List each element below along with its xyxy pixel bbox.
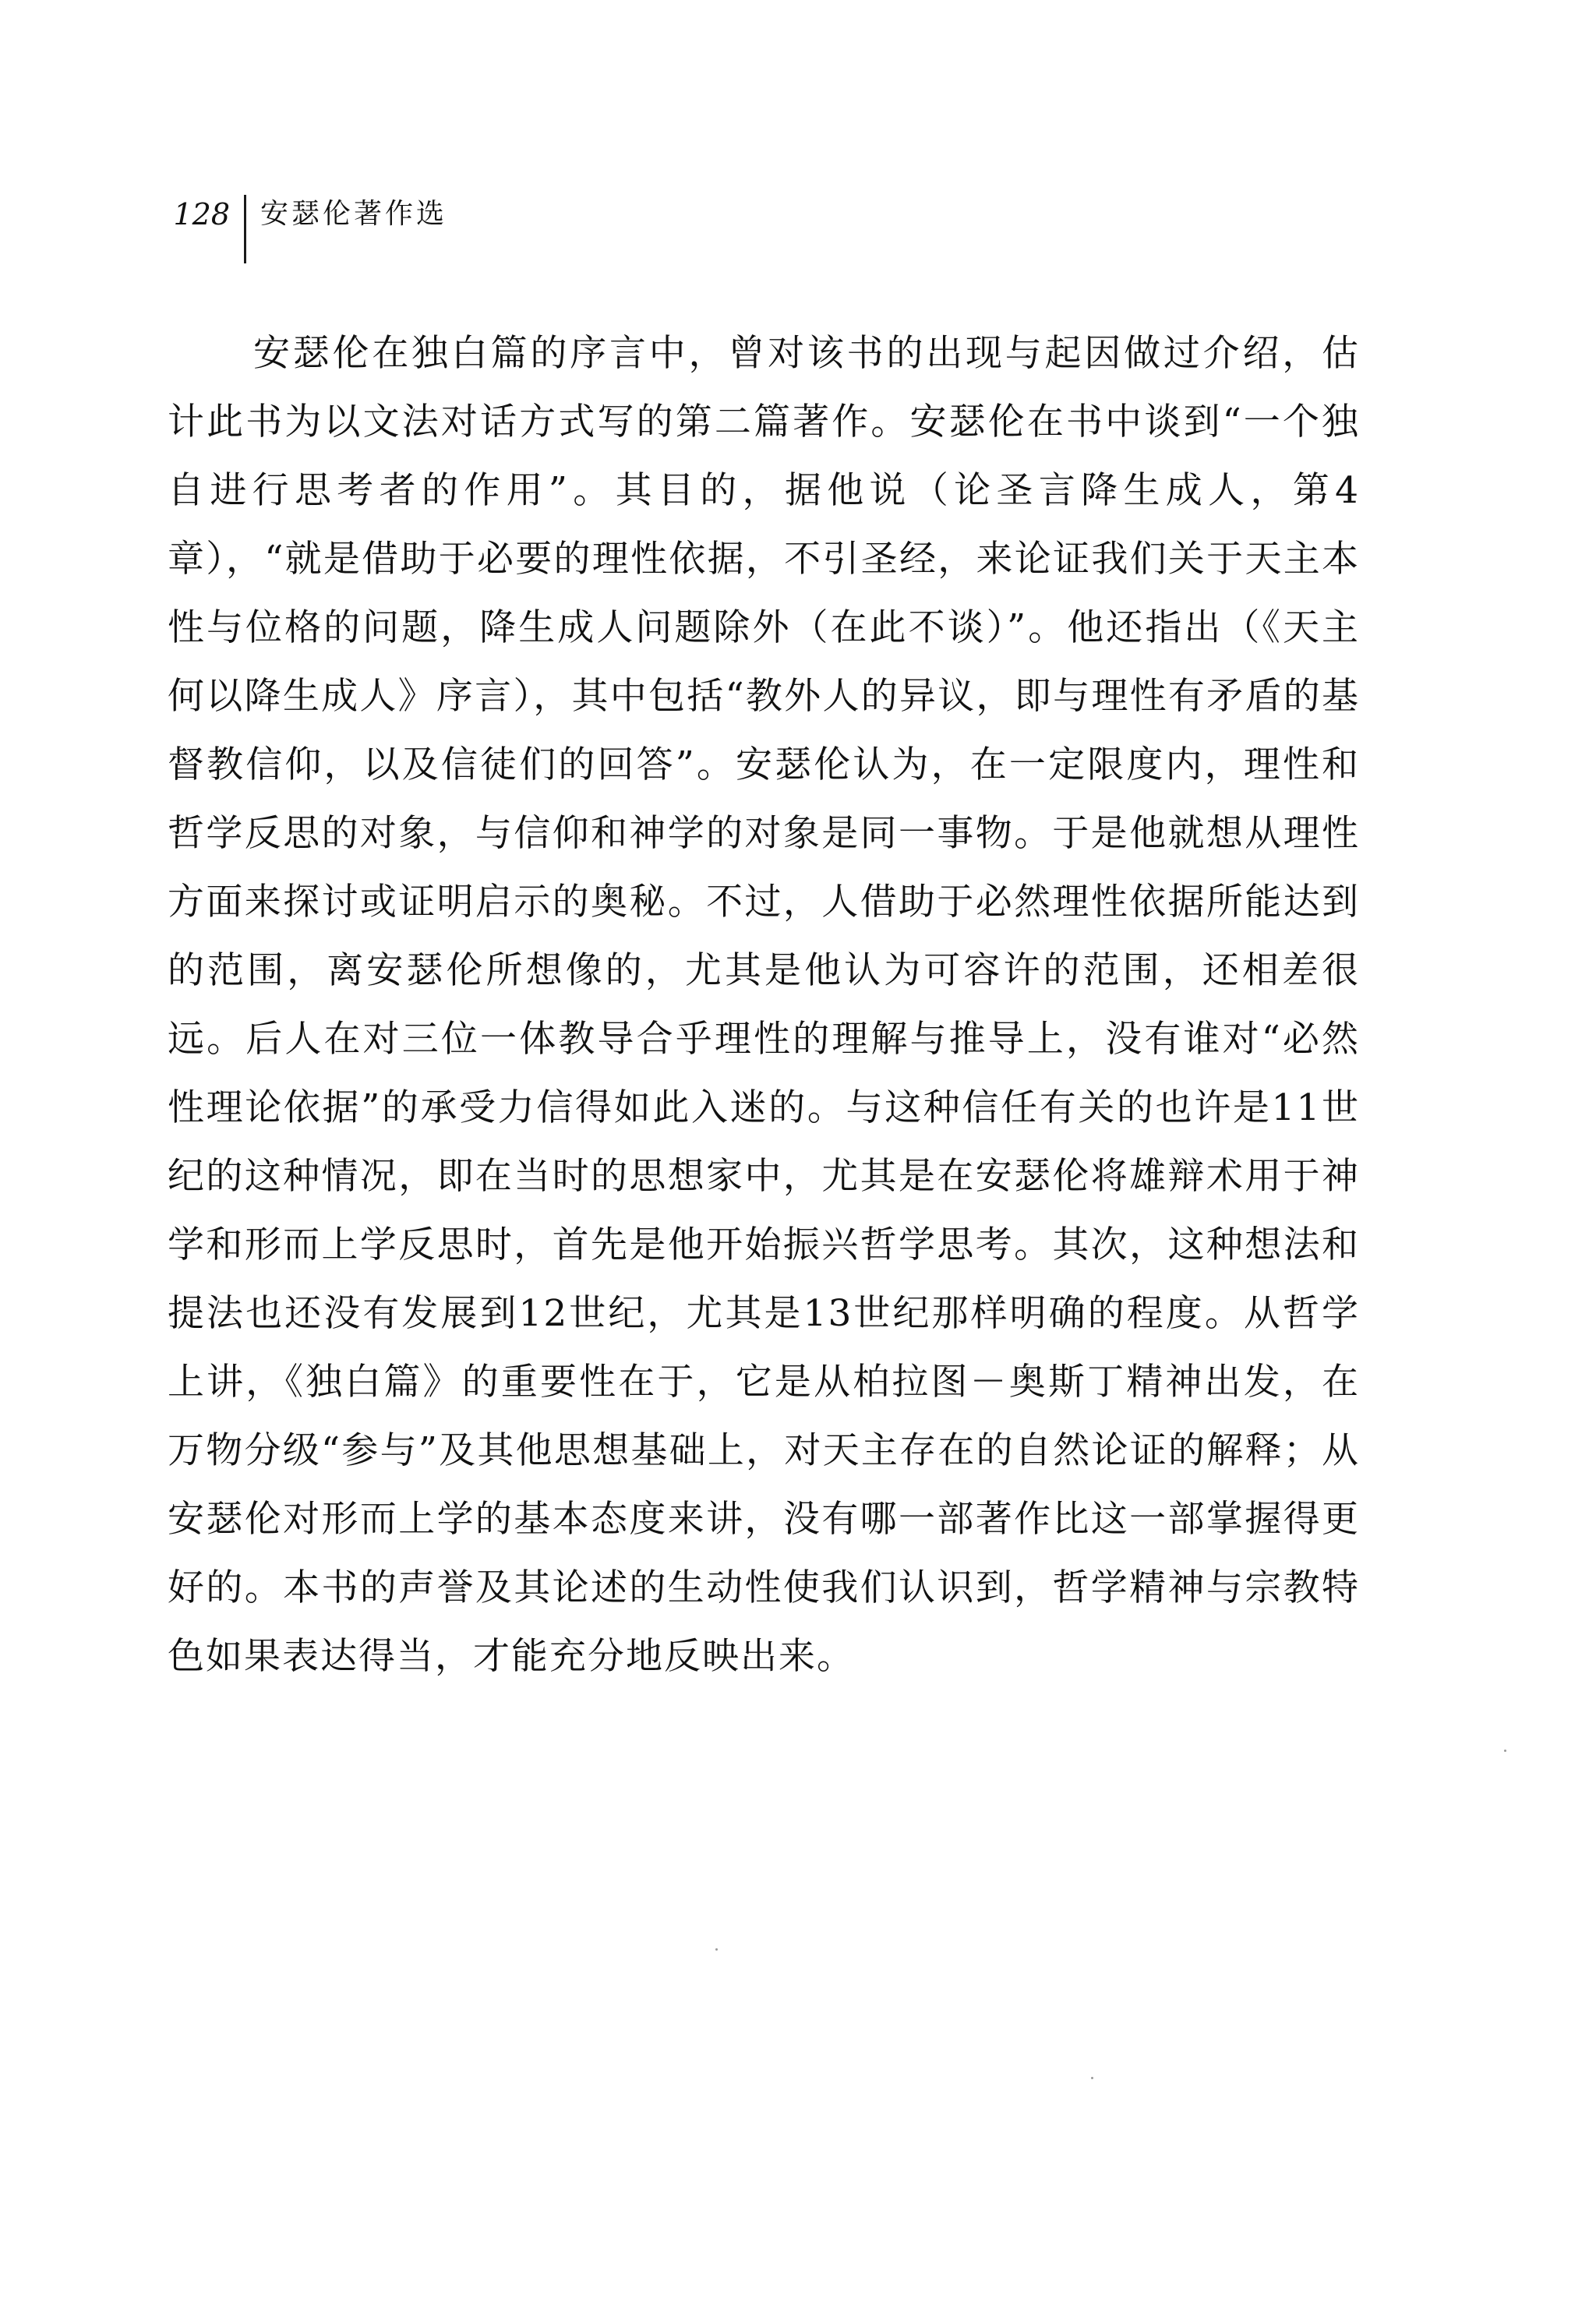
running-header [168,195,447,265]
body-paragraph: 安瑟伦在独白篇的序言中，曾对该书的出现与起因做过介绍，估计此书为以文法对话方式写的第二篇著作。安瑟伦在书中谈到“一个独自进行思考者的作用”。其目的，据他说（论圣言降生成人，第4章），“就是借助于必要的理性依据，不引圣经，来论证我们关于天主本性与位格的问题，降生成人问题除外（在此不谈）”。他还指出（《天主何以降生成人》序言），其中包括“教外人的异议，即与理性有矛盾的基督教信仰，以及信徒们的回答”。安瑟伦认为，在一定限度内，理性和哲学反思的对象，与信仰和神学的对象是同一事物。于是他就想从理性方面来探讨或证明启示的奥秘。不过，人借助于必然理性依据所能达到的范围，离安瑟伦所想像的，尤其是他认为可容许的范围，还相差很远。后人在对三位一体教导合乎理性的理解与推导上，没有谁对“必然性理论依据”的承受力信得如此入迷的。与这种信任有关的也许是11世纪的这种情况，即在当时的思想家中，尤其是在安瑟伦将雄辩术用于神学和形而上学反思时，首先是他开始振兴哲学思考。其次，这种想法和提法也还没有发展到12世纪，尤其是13世纪那样明确的程度。从哲学上讲，《独白篇》的重要性在于，它是从柏拉图－奥斯丁精神出发，在万物分级“参与”及其他思想基础上，对天主存在的自然论证的解释；从安瑟伦对形而上学的基本态度来讲，没有哪一部著作比这一部掌握得更好的。本书的声誉及其论述的生动性使我们认识到，哲学精神与宗教特色如果表达得当，才能充分地反映出来。 [168,332,1360,1678]
scan-speck [715,1948,718,1951]
scan-speck [1504,1750,1506,1752]
running-title: 安瑟伦著作选 [260,198,448,230]
page-number: 128 [173,197,230,231]
scan-speck [1091,2077,1093,2079]
